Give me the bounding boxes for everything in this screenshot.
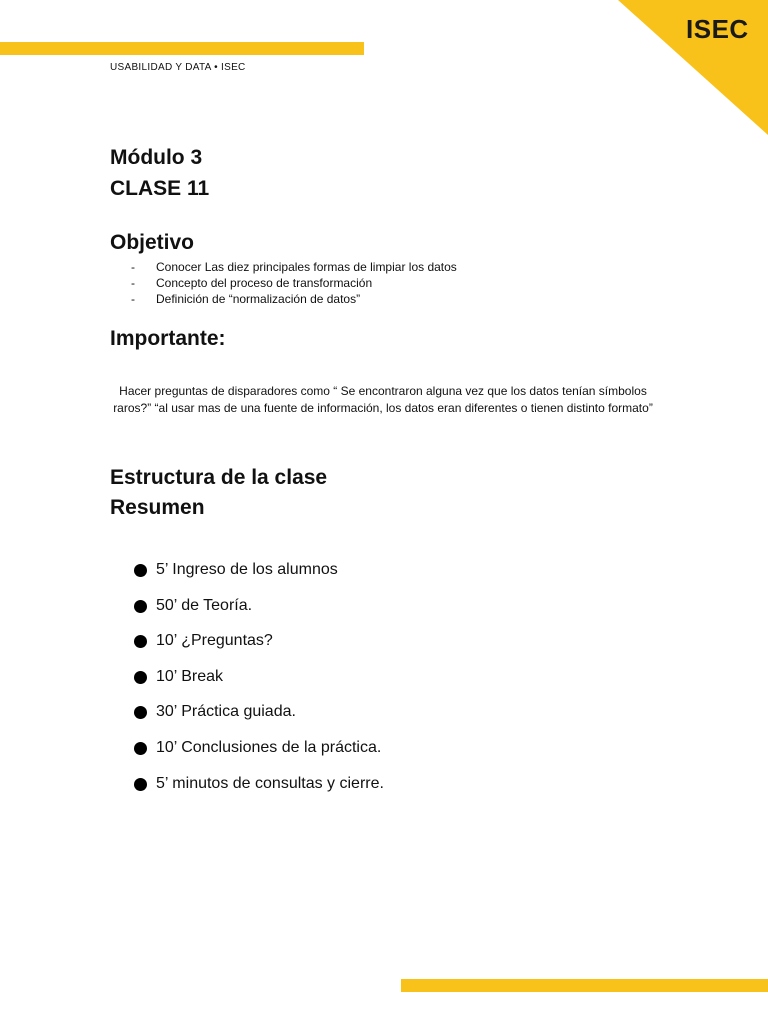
class-schedule-list xyxy=(134,561,384,810)
schedule-item xyxy=(134,632,384,668)
schedule-item xyxy=(134,561,384,597)
schedule-item-text: 30’ Práctica guiada. xyxy=(156,703,296,721)
schedule-item-text: 50’ de Teoría. xyxy=(156,596,253,614)
schedule-item xyxy=(134,775,384,811)
dash-marker: - xyxy=(131,276,135,290)
list-item-text: Concepto del proceso de transformación xyxy=(156,276,373,290)
estructura-title: Estructura de la clase xyxy=(110,466,328,489)
list-item-text: Definición de “normalización de datos” xyxy=(156,292,361,306)
isec-logo: ISEC xyxy=(686,14,749,44)
page-title xyxy=(110,142,209,204)
schedule-item-text: 10’ Conclusiones de la práctica. xyxy=(156,738,382,756)
list-item xyxy=(128,291,457,307)
estructura-heading xyxy=(110,463,327,523)
list-item xyxy=(128,259,457,275)
objetivo-heading: Objetivo xyxy=(110,231,195,254)
class-title: CLASE 11 xyxy=(110,177,210,200)
resumen-title: Resumen xyxy=(110,496,205,519)
bullet-icon xyxy=(134,564,147,577)
module-title: Módulo 3 xyxy=(110,146,203,169)
list-item-text: Conocer Las diez principales formas de limpiar los datos xyxy=(156,260,457,274)
schedule-item-text: 10’ ¿Preguntas? xyxy=(156,632,273,650)
bullet-icon xyxy=(134,742,147,755)
schedule-item xyxy=(134,668,384,704)
schedule-item xyxy=(134,597,384,633)
schedule-item-text: 5’ minutos de consultas y cierre. xyxy=(156,774,384,792)
importante-heading: Importante: xyxy=(110,327,226,350)
bottom-accent-bar xyxy=(401,979,768,992)
list-item xyxy=(128,275,457,291)
bullet-icon xyxy=(134,706,147,719)
bullet-icon xyxy=(134,778,147,791)
schedule-item xyxy=(134,739,384,775)
schedule-item xyxy=(134,703,384,739)
bullet-icon xyxy=(134,600,147,613)
objetivo-list xyxy=(128,259,457,307)
schedule-item-text: 10’ Break xyxy=(156,667,223,685)
course-header: USABILIDAD Y DATA • ISEC xyxy=(110,62,246,73)
bullet-icon xyxy=(134,671,147,684)
top-accent-bar xyxy=(0,42,364,55)
importante-paragraph: Hacer preguntas de disparadores como “ Se encontraron alguna vez que los datos tenían símbolos raros?” “al usar mas de una fuente de información, los datos eran diferentes o tienen distinto formato” xyxy=(113,384,653,415)
schedule-item-text: 5’ Ingreso de los alumnos xyxy=(156,561,338,578)
dash-marker: - xyxy=(131,260,135,274)
dash-marker: - xyxy=(131,292,135,306)
bullet-icon xyxy=(134,635,147,648)
